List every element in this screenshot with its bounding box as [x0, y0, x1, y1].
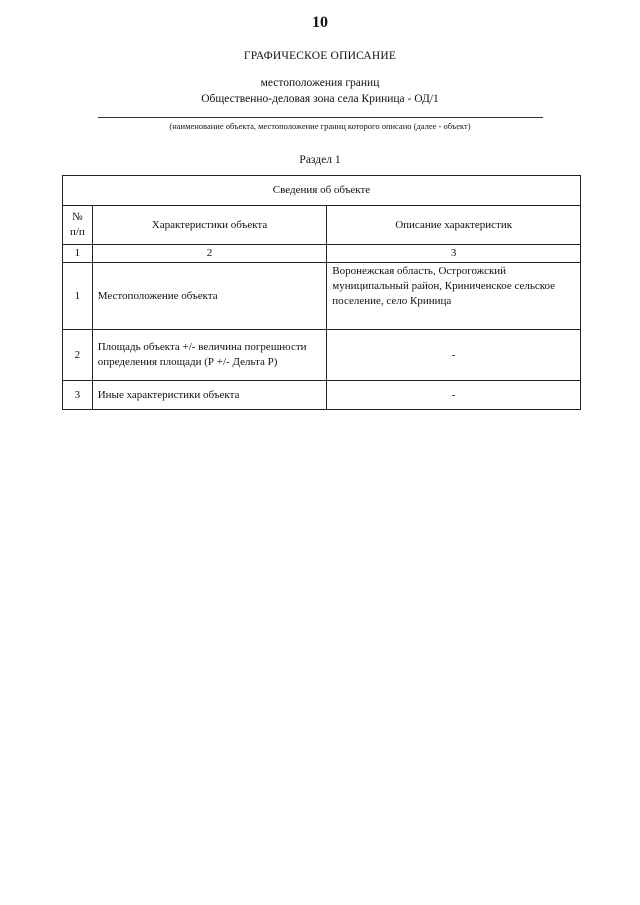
row-characteristic: Иные характеристики объекта	[92, 381, 327, 410]
object-name: Общественно-деловая зона села Криница - ОД/1	[201, 93, 439, 105]
table-row	[63, 381, 581, 410]
column-number-3: 3	[327, 245, 581, 263]
underline-rule	[98, 117, 543, 118]
document-subtitle: местоположения границ	[260, 77, 380, 89]
column-header-characteristic: Характеристики объекта	[92, 206, 327, 245]
table-title-row	[63, 176, 581, 206]
column-header-description: Описание характеристик	[327, 206, 581, 245]
table-row	[63, 330, 581, 381]
row-number: 1	[63, 263, 93, 330]
row-description: -	[327, 330, 581, 381]
object-info-table	[62, 175, 581, 410]
row-description: -	[327, 381, 581, 410]
row-characteristic: Площадь объекта +/- величина погрешности определения площади (Р +/- Дельта Р)	[92, 330, 327, 381]
document-title: ГРАФИЧЕСКОЕ ОПИСАНИЕ	[243, 50, 397, 62]
table-title: Сведения об объекте	[63, 176, 581, 206]
object-caption: (наименование объекта, местоположение границ которого описано (далее - объект)	[169, 121, 471, 131]
column-header-number: № п/п	[63, 206, 93, 245]
table-header-row	[63, 206, 581, 245]
row-characteristic: Местоположение объекта	[92, 263, 327, 330]
row-description: Воронежская область, Острогожский муниципальный район, Криниченское сельское поселение, село Криница	[327, 263, 581, 330]
column-number-2: 2	[92, 245, 327, 263]
column-number-1: 1	[63, 245, 93, 263]
table-row	[63, 263, 581, 330]
page-number: 10	[312, 14, 328, 31]
row-number: 2	[63, 330, 93, 381]
column-numbers-row	[63, 245, 581, 263]
row-number: 3	[63, 381, 93, 410]
section-title: Раздел 1	[299, 154, 341, 166]
